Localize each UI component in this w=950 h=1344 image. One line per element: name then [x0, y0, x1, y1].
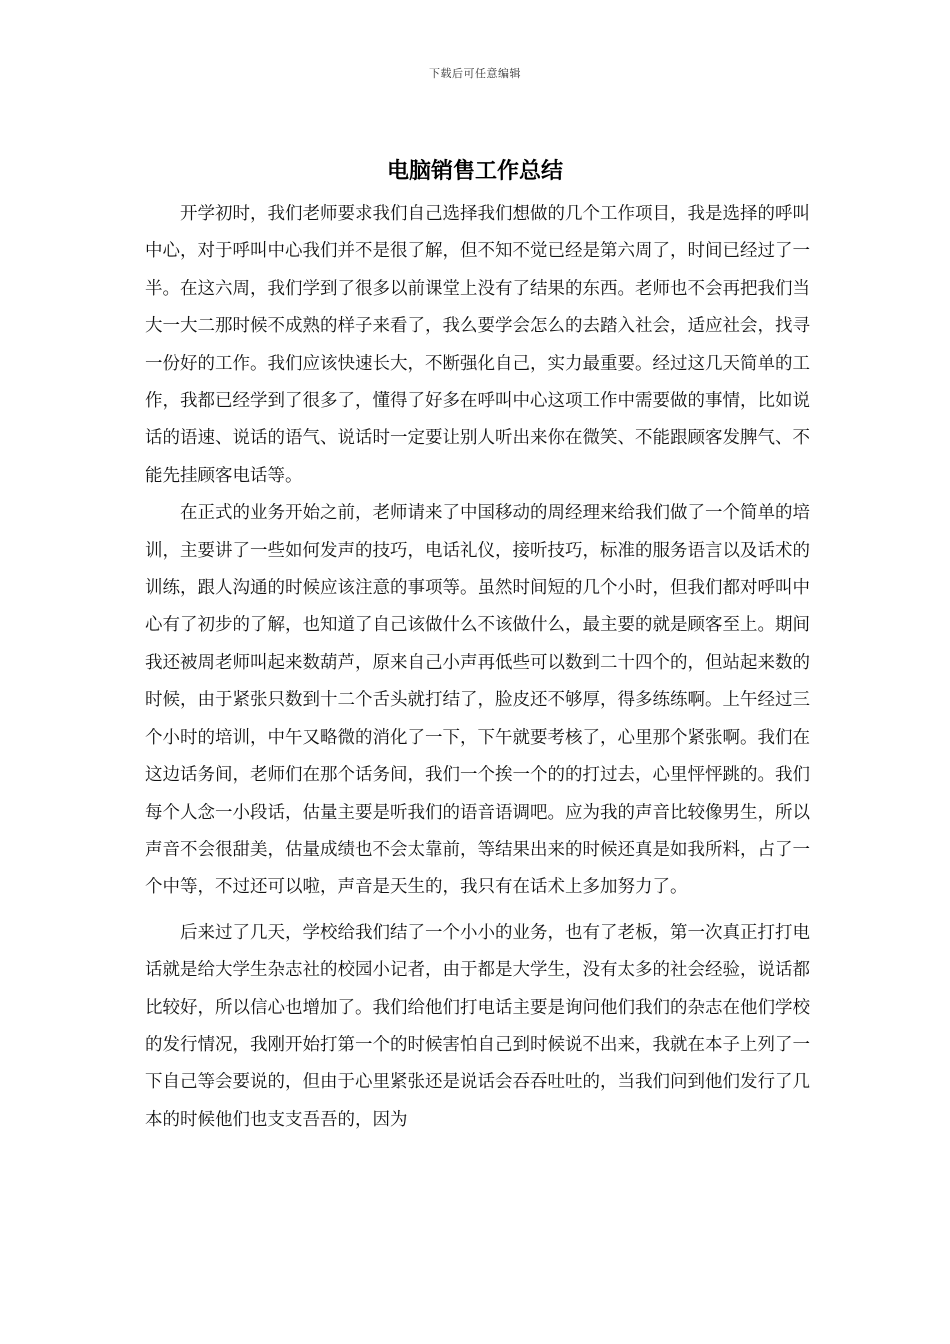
paragraph-3: 后来过了几天，学校给我们结了一个小小的业务，也有了老板，第一次真正打打电话就是给大学生杂志社的校园小记者，由于都是大学生，没有太多的社会经验，说话都比较好，所以信心也增加了。我们给他们打电话主要是询问他们我们的杂志在他们学校的发行情况，我刚开始打第一个的时候害怕自己到时候说不出来，我就在本子上列了一下自己等会要说的，但由于心里紧张还是说话会吞吞吐吐的，当我们问到他们发行了几本的时候他们也支支吾吾的，因为 [145, 922, 810, 1130]
paragraph-2: 在正式的业务开始之前，老师请来了中国移动的周经理来给我们做了一个简单的培训，主要讲了一些如何发声的技巧，电话礼仪，接听技巧，标准的服务语言以及话术的训练，跟人沟通的时候应该注意的事项等。虽然时间短的几个小时，但我们都对呼叫中心有了初步的了解，也知道了自己该做什么不该做什么，最主要的就是顾客至上。期间我还被周老师叫起来数葫芦，原来自己小声再低些可以数到二十四个的，但站起来数的时候，由于紧张只数到十二个舌头就打结了，脸皮还不够厚，得多练练啊。上午经过三个小时的培训，中午又略微的消化了一下，下午就要考核了，心里那个紧张啊。我们在这边话务间，老师们在那个话务间，我们一个挨一个的的打过去，心里怦怦跳的。我们每个人念一小段话，估量主要是听我们的语音语调吧。应为我的声音比较像男生，所以声音不会很甜美，估量成绩也不会太靠前，等结果出来的时候还真是如我所料，占了一个中等，不过还可以啦，声音是天生的，我只有在话术上多加努力了。 [145, 503, 810, 898]
document-body [145, 196, 810, 1139]
paragraph-1: 开学初时，我们老师要求我们自己选择我们想做的几个工作项目，我是选择的呼叫中心，对于呼叫中心我们并不是很了解，但不知不觉已经是第六周了，时间已经过了一半。在这六周，我们学到了很多以前课堂上没有了结果的东西。老师也不会再把我们当大一大二那时候不成熟的样子来看了，我么要学会怎么的去踏入社会，适应社会，找寻一份好的工作。我们应该快速长大，不断强化自己，实力最重要。经过这几天简单的工作，我都已经学到了很多了，懂得了好多在呼叫中心这项工作中需要做的事情，比如说话的语速、说话的语气、说话时一定要让别人听出来你在微笑、不能跟顾客发脾气、不能先挂顾客电话等。 [145, 204, 810, 486]
header-note: 下载后可任意编辑 [429, 67, 521, 80]
document-title: 电脑销售工作总结 [386, 159, 563, 184]
